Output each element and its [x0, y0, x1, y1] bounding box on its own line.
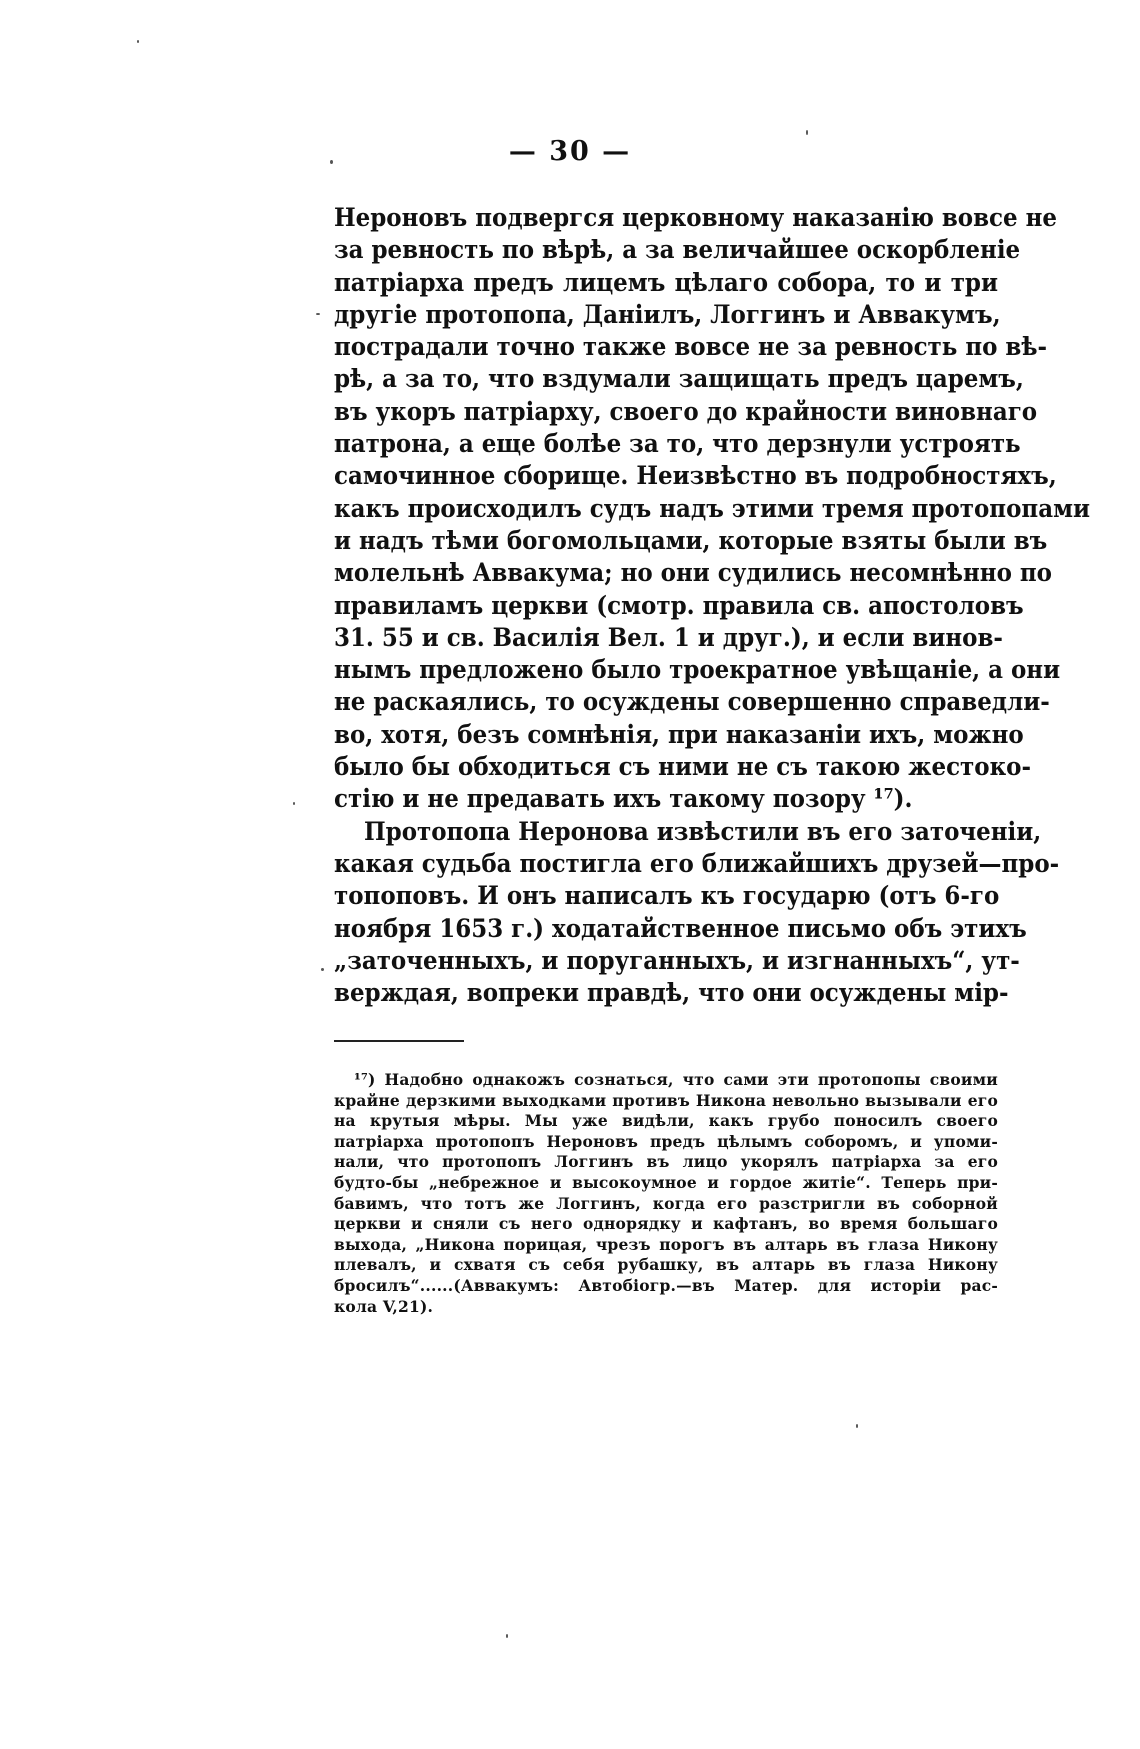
footnote-line: нали, что протопопъ Логгинъ въ лицо укорялъ патріарха за его — [334, 1152, 998, 1172]
text-line: рѣ, а за то, что вздумали защищать предъ царемъ, — [334, 364, 1024, 395]
scan-speck — [321, 968, 324, 971]
text-line: Нероновъ подвергся церковному наказанію вовсе не — [334, 203, 1057, 233]
main-text — [334, 202, 1091, 1009]
text-line: стію и не предавать ихъ такому позору ¹⁷). — [334, 784, 913, 815]
text-line: патрона, а еще болѣе за то, что дерзнули устроять — [334, 429, 1021, 460]
footnote-line: патріарха протопопъ Нероновъ предъ цѣлымъ соборомъ, и упоми- — [334, 1131, 998, 1151]
scan-speck — [856, 1424, 858, 1428]
footnote-line: выхода, „Никона порицая, чрезъ порогъ въ алтарь въ глаза Никону — [334, 1234, 998, 1254]
text-line: какъ происходилъ судъ надъ этими тремя протопопами — [334, 493, 1091, 524]
scan-speck — [293, 802, 295, 805]
scan-speck — [137, 40, 139, 43]
footnote-line: плевалъ, и схватя съ себя рубашку, въ алтарь въ глаза Никону — [334, 1255, 998, 1275]
text-line: нымъ предложено было троекратное увѣщаніе, а они — [334, 655, 1061, 686]
footnote-line: кола V,21). — [334, 1296, 434, 1316]
text-line: другіе протопопа, Даніилъ, Логгинъ и Аввакумъ, — [334, 299, 1001, 330]
text-line: какая судьба постигла его ближайшихъ друзей—про- — [334, 848, 1060, 879]
text-line: и надъ тѣми богомольцами, которые взяты были въ — [334, 525, 1048, 556]
paragraph-start-line: Протопопа Неронова извѣстили въ его заточеніи, — [364, 816, 1042, 847]
text-line: ноября 1653 г.) ходатайственное письмо объ этихъ — [334, 913, 1027, 944]
text-line: пострадали точно также вовсе не за ревность по вѣ- — [334, 332, 1048, 363]
text-line: не раскаялись, то осуждены совершенно справедли- — [334, 687, 1050, 718]
text-line: молельнѣ Аввакума; но они судились несомнѣнно по — [334, 558, 1052, 589]
text-line: самочинное сборище. Неизвѣстно въ подробностяхъ, — [334, 461, 1057, 492]
text-line: было бы обходиться съ ними не съ такою жестоко- — [334, 752, 1031, 783]
footnote-line: бросилъ“......(Аввакумъ: Автобіогр.—въ Матер. для исторіи рас- — [334, 1275, 998, 1295]
footnote-line: на крутыя мѣры. Мы уже видѣли, какъ грубо поносилъ своего — [334, 1111, 998, 1131]
text-line: топоповъ. И онъ написалъ къ государю (отъ 6-го — [334, 881, 1000, 912]
scan-speck — [330, 160, 333, 164]
scan-speck — [806, 130, 808, 135]
footnote-line: бавимъ, что тотъ же Логгинъ, когда его разстригли въ соборной — [334, 1193, 998, 1213]
footnote-line: крайне дерзкими выходками противъ Никона невольно вызывали его — [334, 1090, 998, 1110]
text-line: „заточенныхъ, и поруганныхъ, и изгнанныхъ“, ут- — [334, 945, 1020, 976]
text-line: правиламъ церкви (смотр. правила св. апостоловъ — [334, 590, 1024, 621]
text-line: въ укоръ патріарху, своего до крайности виновнаго — [334, 396, 1038, 427]
footnote — [334, 1070, 998, 1317]
text-line: за ревность по вѣрѣ, а за величайшее оскорбленіе — [334, 235, 1021, 266]
footnote-line: будто-бы „небрежное и высокоумное и гордое житіе“. Теперь при- — [334, 1172, 998, 1192]
scan-speck — [506, 1634, 508, 1638]
page-number: — 30 — — [508, 136, 632, 167]
text-line: верждая, вопреки правдѣ, что они осуждены мір- — [334, 978, 1009, 1009]
text-line: 31. 55 и св. Василія Вел. 1 и друг.), и если винов- — [334, 622, 1003, 653]
footnote-line: ¹⁷) Надобно однакожъ сознаться, что сами эти протопопы своими — [354, 1070, 998, 1089]
scan-speck — [316, 313, 320, 315]
text-line: патріарха предъ лицемъ цѣлаго собора, то и три — [334, 267, 998, 298]
footnote-line: церкви и сняли съ него однорядку и кафтанъ, во время большаго — [334, 1214, 998, 1234]
footnote-separator — [334, 1040, 464, 1042]
text-line: во, хотя, безъ сомнѣнія, при наказаніи ихъ, можно — [334, 719, 1024, 750]
